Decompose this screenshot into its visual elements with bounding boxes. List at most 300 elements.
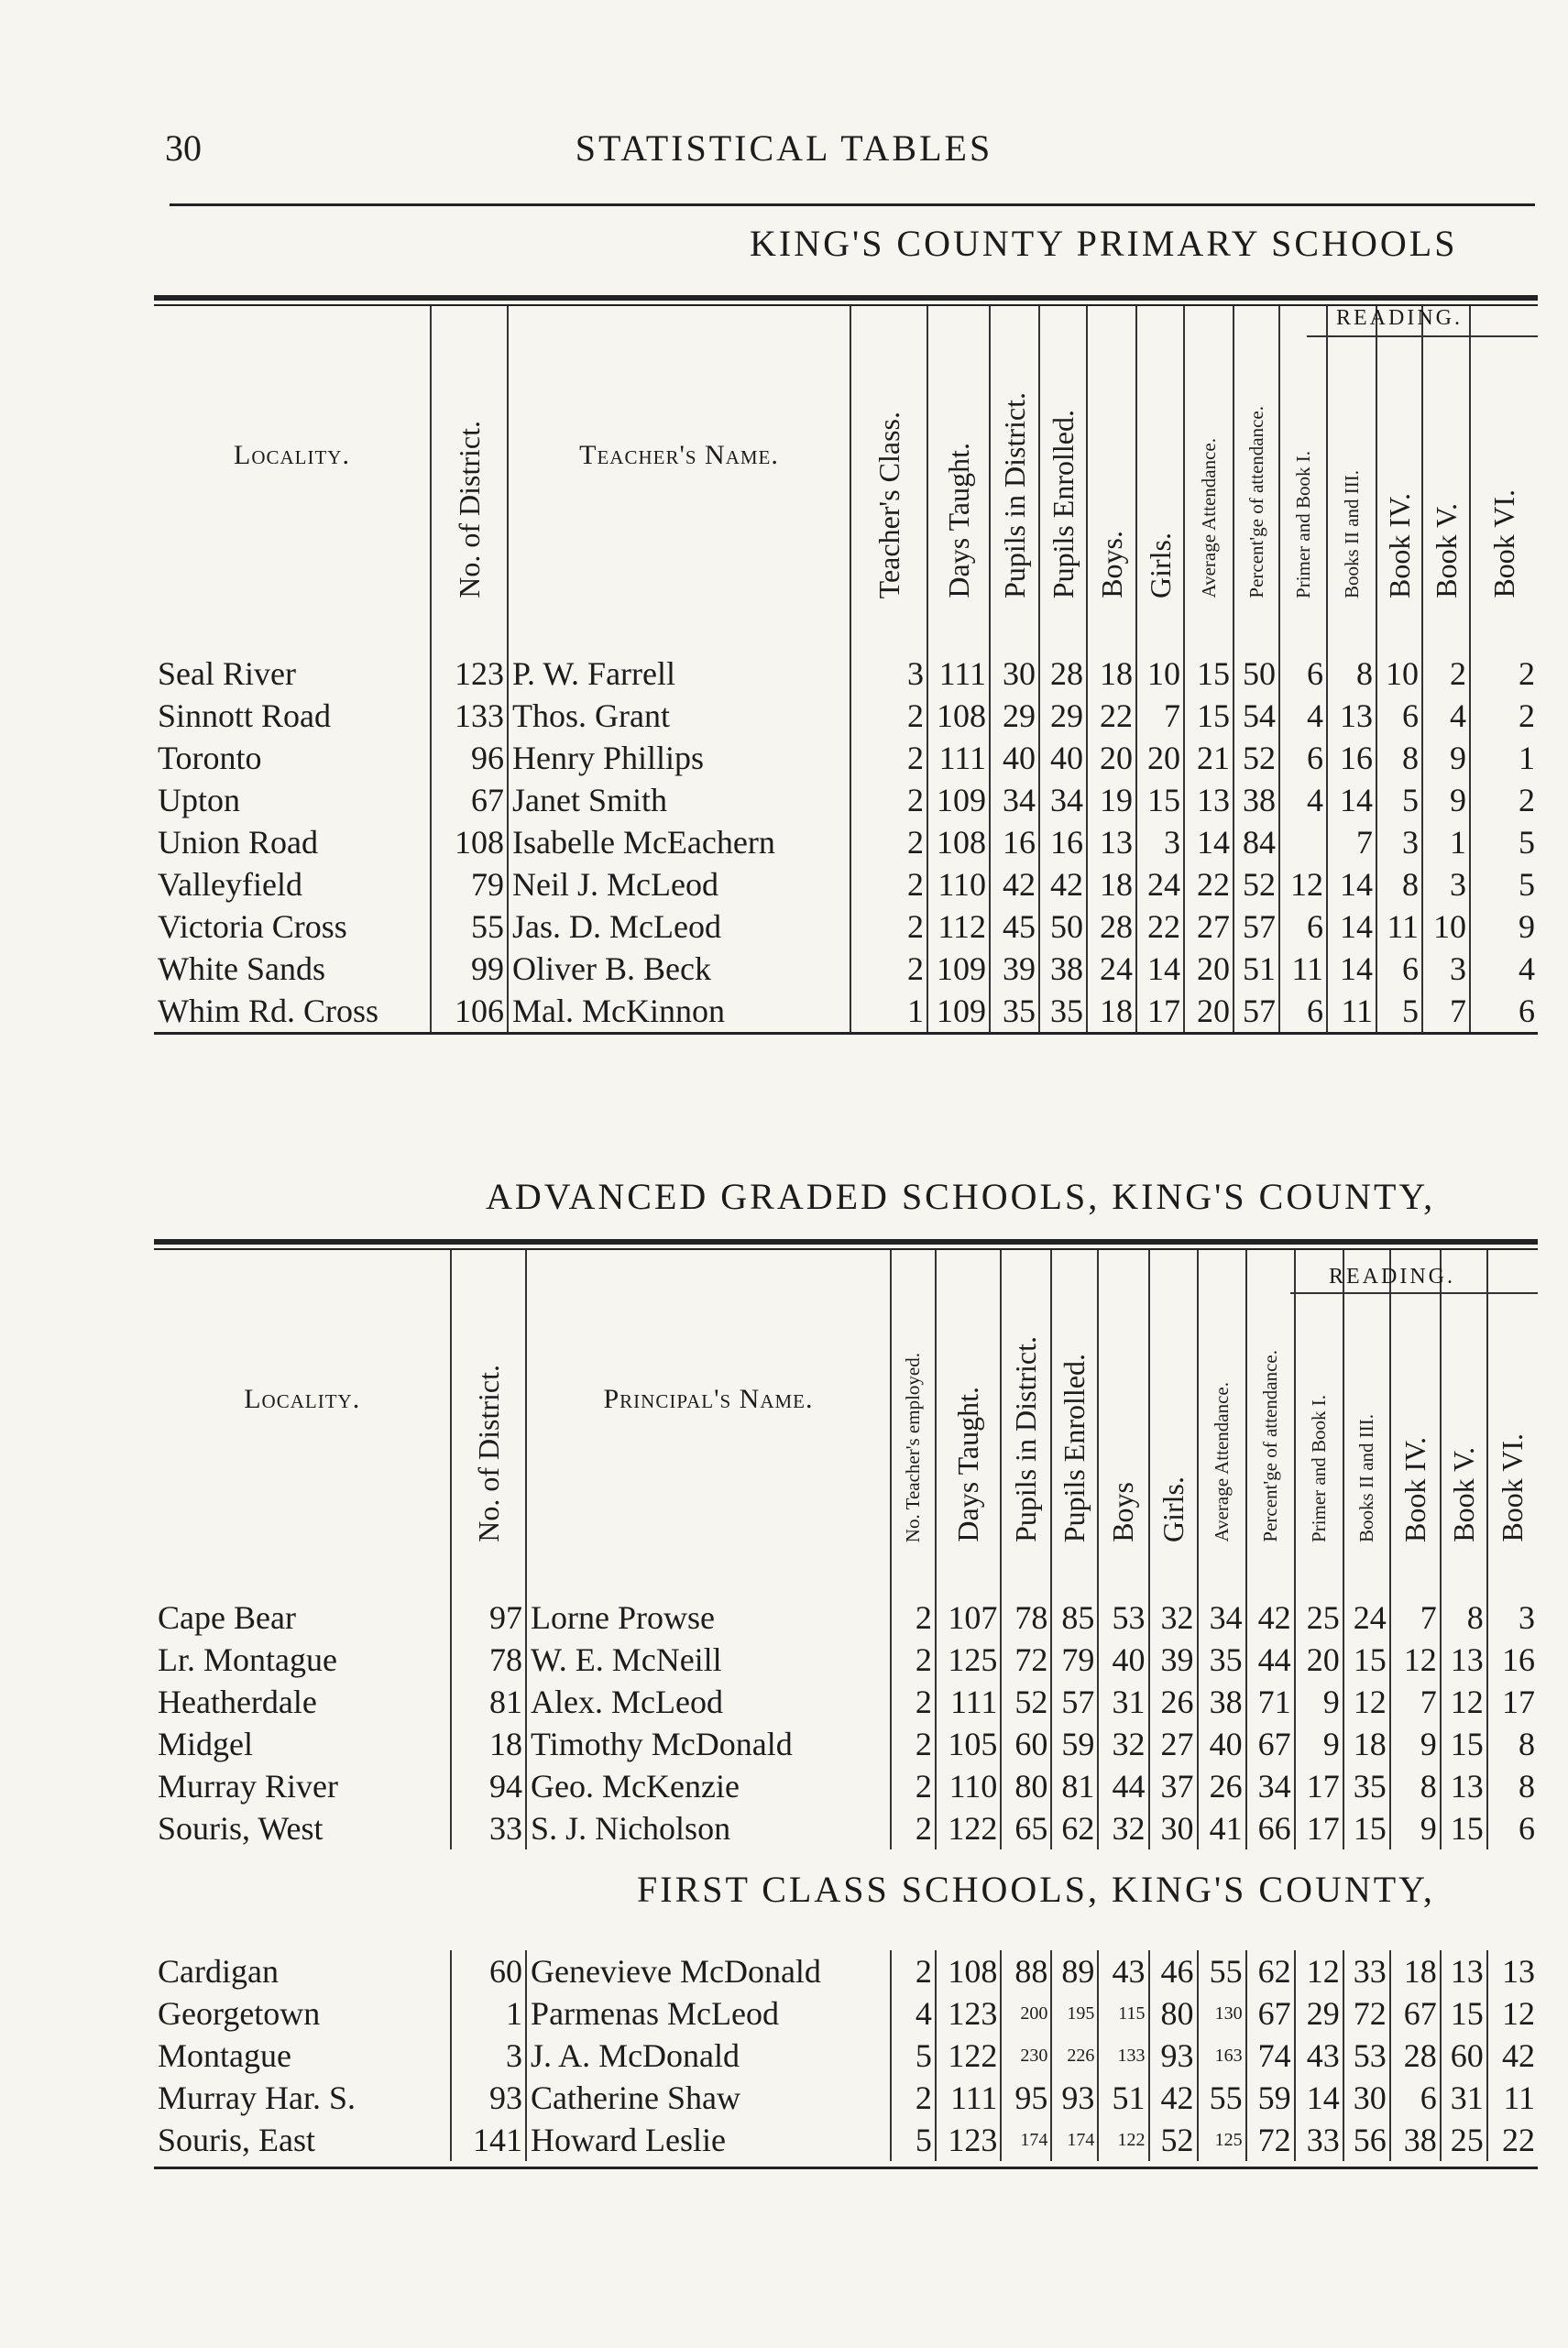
value-cell: 51 <box>1234 948 1279 990</box>
name-cell: W. E. McNeill <box>526 1639 891 1681</box>
value-cell: 38 <box>1198 1681 1246 1723</box>
table-row <box>154 1765 1538 1807</box>
table-row <box>154 1807 1538 1849</box>
value-cell: 89 <box>1051 1950 1098 1992</box>
locality-cell: Murray Har. S. <box>158 2079 356 2116</box>
locality-cell: Souris, West <box>158 1810 323 1847</box>
value-cell: 13 <box>1487 1950 1538 1992</box>
value-cell: 14 <box>1184 821 1234 863</box>
value-cell: 108 <box>927 821 990 863</box>
value-cell: 10 <box>1376 653 1422 695</box>
value-cell: 108 <box>927 695 990 737</box>
value-cell: 18 <box>1087 653 1136 695</box>
value-cell: 38 <box>1039 948 1087 990</box>
header-boys: Boys. <box>1094 531 1128 598</box>
locality-cell: White Sands <box>158 950 325 987</box>
primary-reading-label: READING. <box>1336 306 1463 330</box>
value-cell: 31 <box>1098 1681 1148 1723</box>
value-cell: 81 <box>1051 1765 1098 1807</box>
value-cell: 52 <box>1001 1681 1051 1723</box>
value-cell: 17 <box>1295 1807 1343 1849</box>
value-cell: 22 <box>1087 695 1136 737</box>
value-cell: 39 <box>990 948 1039 990</box>
value-cell: 72 <box>1001 1639 1051 1681</box>
value-cell: 200 <box>1001 1992 1051 2035</box>
value-cell: 6 <box>1470 990 1538 1032</box>
table-row <box>154 2077 1538 2119</box>
value-cell: 19 <box>1087 779 1136 821</box>
value-cell: 112 <box>927 905 990 948</box>
name-cell: Neil J. McLeod <box>508 863 850 905</box>
primary-table <box>154 306 1538 1032</box>
value-cell: 13 <box>1184 779 1234 821</box>
value-cell: 34 <box>1039 779 1087 821</box>
locality-cell: Midgel <box>158 1726 253 1762</box>
table-row <box>154 779 1538 821</box>
value-cell: 2 <box>1470 653 1538 695</box>
value-cell: 85 <box>1051 1596 1098 1639</box>
value-cell: 133 <box>1098 2035 1148 2077</box>
value-cell: 20 <box>1087 737 1136 779</box>
header-locality: Locality. <box>244 1384 361 1414</box>
header-district-no: No. of District. <box>471 1365 505 1542</box>
value-cell: 111 <box>927 653 990 695</box>
value-cell: 12 <box>1343 1681 1390 1723</box>
name-cell: Lorne Prowse <box>526 1596 891 1639</box>
name-cell: Janet Smith <box>508 779 850 821</box>
value-cell: 6 <box>1376 695 1422 737</box>
name-cell: Catherine Shaw <box>526 2077 891 2119</box>
value-cell: 60 <box>451 1950 526 1992</box>
value-cell: 11 <box>1327 990 1376 1032</box>
table-row <box>154 948 1538 990</box>
page-number: 30 <box>165 127 202 169</box>
value-cell: 123 <box>936 2119 1001 2161</box>
value-cell: 65 <box>1001 1807 1051 1849</box>
header-book-4: Book IV. <box>1382 493 1416 598</box>
value-cell: 53 <box>1343 2035 1390 2077</box>
value-cell: 111 <box>936 2077 1001 2119</box>
value-cell: 14 <box>1136 948 1184 990</box>
value-cell: 25 <box>1441 2119 1487 2161</box>
value-cell: 67 <box>431 779 508 821</box>
value-cell: 2 <box>891 1681 936 1723</box>
value-cell: 2 <box>850 821 927 863</box>
value-cell: 110 <box>936 1765 1001 1807</box>
value-cell: 2 <box>850 737 927 779</box>
locality-cell: Montague <box>158 2037 291 2074</box>
value-cell <box>1279 821 1327 863</box>
value-cell: 230 <box>1001 2035 1051 2077</box>
value-cell: 42 <box>1149 2077 1198 2119</box>
value-cell: 96 <box>431 737 508 779</box>
value-cell: 115 <box>1098 1992 1148 2035</box>
value-cell: 15 <box>1441 1807 1487 1849</box>
header-book-6: Book VI. <box>1496 1433 1530 1542</box>
value-cell: 1 <box>1422 821 1470 863</box>
header-book-4: Book IV. <box>1398 1437 1431 1542</box>
value-cell: 13 <box>1327 695 1376 737</box>
value-cell: 20 <box>1184 990 1234 1032</box>
header-teacher-name: Teacher's Name. <box>579 440 779 470</box>
value-cell: 28 <box>1087 905 1136 948</box>
value-cell: 123 <box>431 653 508 695</box>
name-cell: Thos. Grant <box>508 695 850 737</box>
value-cell: 29 <box>1039 695 1087 737</box>
first-class-title-band <box>154 1849 1538 1950</box>
value-cell: 3 <box>1422 863 1470 905</box>
value-cell: 2 <box>891 1639 936 1681</box>
value-cell: 2 <box>1422 653 1470 695</box>
value-cell: 109 <box>927 990 990 1032</box>
value-cell: 123 <box>936 1992 1001 2035</box>
value-cell: 52 <box>1234 737 1279 779</box>
value-cell: 14 <box>1327 948 1376 990</box>
value-cell: 13 <box>1441 1639 1487 1681</box>
value-cell: 108 <box>431 821 508 863</box>
value-cell: 12 <box>1441 1681 1487 1723</box>
value-cell: 72 <box>1246 2119 1295 2161</box>
value-cell: 25 <box>1295 1596 1343 1639</box>
name-cell: P. W. Farrell <box>508 653 850 695</box>
value-cell: 57 <box>1234 905 1279 948</box>
name-cell: Geo. McKenzie <box>526 1765 891 1807</box>
first-class-section-title: FIRST CLASS SCHOOLS, KING'S COUNTY, <box>637 1869 1435 1910</box>
value-cell: 44 <box>1098 1765 1148 1807</box>
value-cell: 60 <box>1001 1723 1051 1765</box>
value-cell: 7 <box>1390 1681 1441 1723</box>
name-cell: Isabelle McEachern <box>508 821 850 863</box>
value-cell: 2 <box>1470 695 1538 737</box>
value-cell: 6 <box>1279 905 1327 948</box>
locality-cell: Valleyfield <box>158 866 302 903</box>
value-cell: 74 <box>1246 2035 1295 2077</box>
header-pupils-enrolled: Pupils Enrolled. <box>1046 409 1080 598</box>
value-cell: 44 <box>1246 1639 1295 1681</box>
value-cell: 71 <box>1246 1681 1295 1723</box>
value-cell: 109 <box>927 948 990 990</box>
value-cell: 34 <box>1246 1765 1295 1807</box>
value-cell: 109 <box>927 779 990 821</box>
value-cell: 81 <box>451 1681 526 1723</box>
value-cell: 79 <box>1051 1639 1098 1681</box>
value-cell: 32 <box>1098 1723 1148 1765</box>
value-cell: 52 <box>1149 2119 1198 2161</box>
name-cell: J. A. McDonald <box>526 2035 891 2077</box>
value-cell: 42 <box>1246 1596 1295 1639</box>
value-cell: 18 <box>1087 990 1136 1032</box>
value-cell: 12 <box>1279 863 1327 905</box>
value-cell: 57 <box>1051 1681 1098 1723</box>
value-cell: 9 <box>1390 1723 1441 1765</box>
value-cell: 55 <box>431 905 508 948</box>
header-book-5: Book V. <box>1429 503 1463 598</box>
header-teacher-class: Teacher's Class. <box>872 411 905 598</box>
value-cell: 3 <box>451 2035 526 2077</box>
locality-cell: Lr. Montague <box>158 1641 337 1678</box>
value-cell: 79 <box>431 863 508 905</box>
value-cell: 8 <box>1441 1596 1487 1639</box>
value-cell: 72 <box>1343 1992 1390 2035</box>
name-cell: S. J. Nicholson <box>526 1807 891 1849</box>
advanced-table <box>154 1250 1538 1849</box>
value-cell: 1 <box>451 1992 526 2035</box>
value-cell: 40 <box>990 737 1039 779</box>
table-row <box>154 905 1538 948</box>
value-cell: 2 <box>850 863 927 905</box>
value-cell: 29 <box>1295 1992 1343 2035</box>
name-cell: Henry Phillips <box>508 737 850 779</box>
value-cell: 80 <box>1149 1992 1198 2035</box>
value-cell: 52 <box>1234 863 1279 905</box>
value-cell: 3 <box>1487 1596 1538 1639</box>
value-cell: 55 <box>1198 2077 1246 2119</box>
name-cell: Mal. McKinnon <box>508 990 850 1032</box>
first-class-table-body <box>154 1950 1538 2161</box>
value-cell: 106 <box>431 990 508 1032</box>
value-cell: 46 <box>1149 1950 1198 1992</box>
value-cell: 37 <box>1149 1765 1198 1807</box>
value-cell: 174 <box>1051 2119 1098 2161</box>
name-cell: Timothy McDonald <box>526 1723 891 1765</box>
value-cell: 30 <box>1343 2077 1390 2119</box>
header-rule <box>170 203 1535 206</box>
table-row <box>154 821 1538 863</box>
value-cell: 16 <box>990 821 1039 863</box>
value-cell: 11 <box>1487 2077 1538 2119</box>
value-cell: 12 <box>1487 1992 1538 2035</box>
value-cell: 43 <box>1098 1950 1148 1992</box>
value-cell: 35 <box>1343 1765 1390 1807</box>
value-cell: 7 <box>1327 821 1376 863</box>
value-cell: 8 <box>1376 737 1422 779</box>
header-percentage-attendance: Percent'ge of attendance. <box>1245 406 1267 598</box>
value-cell: 17 <box>1136 990 1184 1032</box>
value-cell: 12 <box>1295 1950 1343 1992</box>
value-cell: 29 <box>990 695 1039 737</box>
value-cell: 93 <box>451 2077 526 2119</box>
value-cell: 122 <box>936 2035 1001 2077</box>
value-cell: 8 <box>1327 653 1376 695</box>
value-cell: 7 <box>1390 1596 1441 1639</box>
value-cell: 5 <box>1470 863 1538 905</box>
value-cell: 9 <box>1422 779 1470 821</box>
value-cell: 42 <box>1487 2035 1538 2077</box>
value-cell: 33 <box>451 1807 526 1849</box>
value-cell: 15 <box>1343 1807 1390 1849</box>
name-cell: Oliver B. Beck <box>508 948 850 990</box>
value-cell: 125 <box>936 1639 1001 1681</box>
value-cell: 111 <box>927 737 990 779</box>
header-percentage-attendance: Percent'ge of attendance. <box>1258 1350 1281 1542</box>
value-cell: 22 <box>1184 863 1234 905</box>
value-cell: 7 <box>1422 990 1470 1032</box>
table-row <box>154 1596 1538 1639</box>
value-cell: 13 <box>1087 821 1136 863</box>
value-cell: 105 <box>936 1723 1001 1765</box>
value-cell: 20 <box>1136 737 1184 779</box>
value-cell: 4 <box>1422 695 1470 737</box>
header-girls: Girls. <box>1156 1476 1190 1542</box>
value-cell: 2 <box>850 905 927 948</box>
value-cell: 78 <box>451 1639 526 1681</box>
primary-section-title: KING'S COUNTY PRIMARY SCHOOLS <box>750 223 1458 264</box>
value-cell: 80 <box>1001 1765 1051 1807</box>
value-cell: 88 <box>1001 1950 1051 1992</box>
value-cell: 43 <box>1295 2035 1343 2077</box>
value-cell: 38 <box>1234 779 1279 821</box>
value-cell: 59 <box>1246 2077 1295 2119</box>
table-row <box>154 990 1538 1032</box>
table-row <box>154 2035 1538 2077</box>
value-cell: 18 <box>1087 863 1136 905</box>
header-books-2-3: Books II and III. <box>1354 1414 1377 1542</box>
value-cell: 13 <box>1441 1950 1487 1992</box>
value-cell: 78 <box>1001 1596 1051 1639</box>
locality-cell: Upton <box>158 782 240 818</box>
value-cell: 13 <box>1441 1765 1487 1807</box>
table-row <box>154 737 1538 779</box>
value-cell: 15 <box>1441 1992 1487 2035</box>
header-principal-name: Principal's Name. <box>603 1384 814 1414</box>
value-cell: 18 <box>1343 1723 1390 1765</box>
name-cell: Parmenas McLeod <box>526 1992 891 2035</box>
value-cell: 4 <box>1279 695 1327 737</box>
value-cell: 5 <box>1470 821 1538 863</box>
locality-cell: Seal River <box>158 655 296 692</box>
table-row <box>154 863 1538 905</box>
value-cell: 40 <box>1198 1723 1246 1765</box>
value-cell: 62 <box>1246 1950 1295 1992</box>
locality-cell: Victoria Cross <box>158 908 347 945</box>
value-cell: 6 <box>1279 737 1327 779</box>
value-cell: 99 <box>431 948 508 990</box>
value-cell: 40 <box>1098 1639 1148 1681</box>
value-cell: 30 <box>1149 1807 1198 1849</box>
table-row <box>154 695 1538 737</box>
value-cell: 35 <box>990 990 1039 1032</box>
header-books-2-3: Books II and III. <box>1340 470 1363 598</box>
value-cell: 5 <box>891 2035 936 2077</box>
value-cell: 15 <box>1184 653 1234 695</box>
header-primer-book-1: Primer and Book I. <box>1307 1395 1330 1542</box>
table-row <box>154 1992 1538 2035</box>
value-cell: 50 <box>1234 653 1279 695</box>
value-cell: 2 <box>891 1807 936 1849</box>
value-cell: 3 <box>1376 821 1422 863</box>
value-cell: 50 <box>1039 905 1087 948</box>
advanced-table-block <box>154 1239 1538 2169</box>
value-cell: 141 <box>451 2119 526 2161</box>
table-row <box>154 1723 1538 1765</box>
value-cell: 14 <box>1295 2077 1343 2119</box>
value-cell: 6 <box>1376 948 1422 990</box>
locality-cell: Murray River <box>158 1768 338 1805</box>
value-cell: 2 <box>891 1596 936 1639</box>
advanced-table-body <box>154 1553 1538 1849</box>
value-cell: 4 <box>891 1992 936 2035</box>
value-cell: 45 <box>990 905 1039 948</box>
value-cell: 84 <box>1234 821 1279 863</box>
value-cell: 2 <box>891 1950 936 1992</box>
locality-cell: Cardigan <box>158 1953 279 1990</box>
value-cell: 40 <box>1039 737 1087 779</box>
value-cell: 226 <box>1051 2035 1098 2077</box>
value-cell: 60 <box>1441 2035 1487 2077</box>
value-cell: 4 <box>1279 779 1327 821</box>
value-cell: 2 <box>1470 779 1538 821</box>
value-cell: 18 <box>451 1723 526 1765</box>
locality-cell: Whim Rd. Cross <box>158 993 379 1029</box>
value-cell: 42 <box>990 863 1039 905</box>
value-cell: 15 <box>1136 779 1184 821</box>
value-cell: 12 <box>1390 1639 1441 1681</box>
value-cell: 1 <box>1470 737 1538 779</box>
value-cell: 11 <box>1376 905 1422 948</box>
header-locality: Locality. <box>234 440 350 470</box>
locality-cell: Souris, East <box>158 2122 316 2158</box>
name-cell: Genevieve McDonald <box>526 1950 891 1992</box>
value-cell: 24 <box>1343 1596 1390 1639</box>
header-district-no: No. of District. <box>452 421 486 598</box>
header-boys: Boys <box>1106 1482 1140 1542</box>
value-cell: 2 <box>850 779 927 821</box>
value-cell: 7 <box>1136 695 1184 737</box>
value-cell: 59 <box>1051 1723 1098 1765</box>
value-cell: 17 <box>1295 1765 1343 1807</box>
primary-table-body <box>154 609 1538 1032</box>
table-row <box>154 2119 1538 2161</box>
advanced-reading-label: READING. <box>1329 1265 1455 1289</box>
value-cell: 22 <box>1136 905 1184 948</box>
header-primer-book-1: Primer and Book I. <box>1291 451 1314 598</box>
value-cell: 16 <box>1039 821 1087 863</box>
value-cell: 33 <box>1343 1950 1390 1992</box>
value-cell: 6 <box>1390 2077 1441 2119</box>
value-cell: 57 <box>1234 990 1279 1032</box>
value-cell: 5 <box>891 2119 936 2161</box>
value-cell: 17 <box>1487 1681 1538 1723</box>
value-cell: 5 <box>1376 990 1422 1032</box>
table-row <box>154 1681 1538 1723</box>
value-cell: 20 <box>1295 1639 1343 1681</box>
value-cell: 31 <box>1441 2077 1487 2119</box>
value-cell: 10 <box>1422 905 1470 948</box>
value-cell: 130 <box>1198 1992 1246 2035</box>
value-cell: 15 <box>1184 695 1234 737</box>
value-cell: 54 <box>1234 695 1279 737</box>
value-cell: 3 <box>1136 821 1184 863</box>
value-cell: 8 <box>1376 863 1422 905</box>
value-cell: 16 <box>1327 737 1376 779</box>
value-cell: 18 <box>1390 1950 1441 1992</box>
value-cell: 8 <box>1487 1723 1538 1765</box>
first-class-table <box>154 1950 1538 2161</box>
value-cell: 6 <box>1279 990 1327 1032</box>
value-cell: 35 <box>1039 990 1087 1032</box>
value-cell: 2 <box>891 1765 936 1807</box>
value-cell: 9 <box>1422 737 1470 779</box>
value-cell: 125 <box>1198 2119 1246 2161</box>
value-cell: 111 <box>936 1681 1001 1723</box>
locality-cell: Union Road <box>158 824 318 861</box>
value-cell: 6 <box>1487 1807 1538 1849</box>
value-cell: 9 <box>1295 1681 1343 1723</box>
header-teachers-employed: No. Teacher's employed. <box>901 1352 924 1542</box>
value-cell: 174 <box>1001 2119 1051 2161</box>
value-cell: 30 <box>990 653 1039 695</box>
table-row <box>154 1950 1538 1992</box>
